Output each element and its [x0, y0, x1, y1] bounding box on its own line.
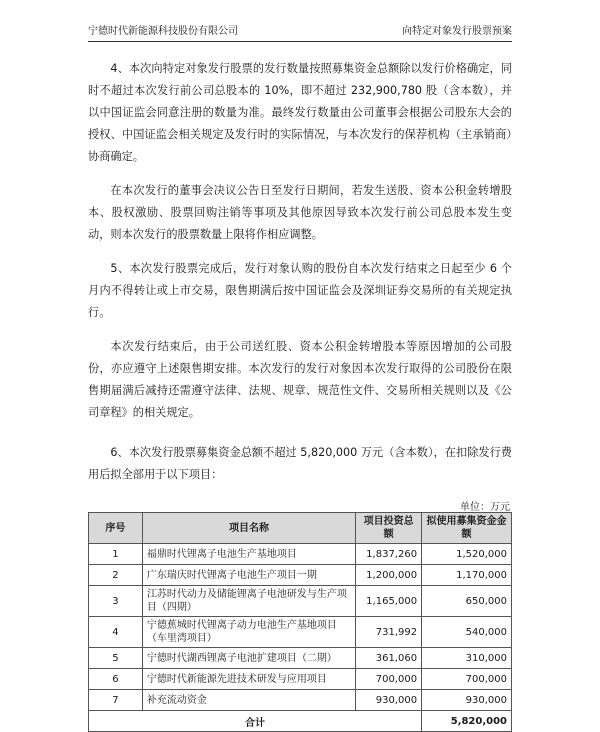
table-row — [89, 617, 512, 648]
row-project-name: 江苏时代动力及储能锂离子电池研发与生产项目（四期） — [142, 586, 355, 617]
row-total-investment: 700,000 — [356, 669, 422, 690]
total-value: 5,820,000 — [422, 711, 512, 732]
fund-usage-table — [88, 512, 512, 732]
row-project-name: 补充流动资金 — [142, 690, 355, 711]
page-header — [88, 22, 512, 42]
row-index: 6 — [89, 669, 143, 690]
row-project-name: 福鼎时代锂离子电池生产基地项目 — [142, 544, 355, 565]
paragraph-lockup: 5、本次发行股票完成后，发行对象认购的股份自本次发行结束之日起至少 6 个月内不得转让或上市交易，限售期满后按中国证监会及深圳证券交易所的有关规定执行。 — [88, 262, 512, 319]
row-total-investment: 930,000 — [356, 690, 422, 711]
row-total-investment: 361,060 — [356, 648, 422, 669]
row-funds-to-use: 540,000 — [422, 617, 512, 648]
paragraph-issue-quantity: 4、本次向特定对象发行股票的发行数量按照募集资金总额除以发行价格确定，同时不超过本次发行前公司总股本的 10%，即不超过 232,900,780 股（含本数），并以中国证监会同意注册的数量为准。最终发行数量由公司董事会根据公司股东大会的授权、中国证监会相关规定及发行时的实际情况，与本次发行的保荐机构（主承销商）协商确定。 — [88, 62, 512, 163]
table-row — [89, 586, 512, 617]
paragraph-fund-usage: 6、本次发行股票募集资金总额不超过 5,820,000 万元（含本数），在扣除发行费用后拟全部用于以下项目： — [88, 446, 512, 481]
row-project-name: 宁德时代新能源先进技术研发与应用项目 — [142, 669, 355, 690]
table-header-row — [89, 513, 512, 544]
row-funds-to-use: 700,000 — [422, 669, 512, 690]
table-row — [89, 669, 512, 690]
row-index: 5 — [89, 648, 143, 669]
row-project-name: 宁德时代湖西锂离子电池扩建项目（二期） — [142, 648, 355, 669]
header-funds-to-use: 拟使用募集资金金额 — [422, 513, 512, 544]
row-index: 7 — [89, 690, 143, 711]
row-total-investment: 1,837,260 — [356, 544, 422, 565]
document-title: 向特定对象发行股票预案 — [402, 26, 512, 37]
row-project-name: 广东瑞庆时代锂离子电池生产项目一期 — [142, 565, 355, 586]
table-unit: 单位：万元 — [460, 502, 510, 513]
paragraph-adjustment: 在本次发行的董事会决议公告日至发行日期间，若发生送股、资本公积金转增股本、股权激励、股票回购注销等事项及其他原因导致本次发行前公司总股本发生变动，则本次发行的股票数量上限将作相应调整。 — [88, 184, 512, 241]
paragraph-lockup-rules: 本次发行结束后，由于公司送红股、资本公积金转增股本等原因增加的公司股份，亦应遵守上述限售期安排。本次发行的发行对象因本次发行取得的公司股份在限售期届满后减持还需遵守法律、法规、规章、规范性文件、交易所相关规则以及《公司章程》的相关规定。 — [88, 340, 512, 419]
table-row — [89, 565, 512, 586]
row-project-name: 宁德蕉城时代锂离子动力电池生产基地项目（车里湾项目） — [142, 617, 355, 648]
header-index: 序号 — [89, 513, 143, 544]
header-project-name: 项目名称 — [142, 513, 355, 544]
row-index: 3 — [89, 586, 143, 617]
table-row — [89, 690, 512, 711]
row-index: 4 — [89, 617, 143, 648]
row-funds-to-use: 650,000 — [422, 586, 512, 617]
row-total-investment: 731,992 — [356, 617, 422, 648]
row-total-investment: 1,200,000 — [356, 565, 422, 586]
row-funds-to-use: 1,520,000 — [422, 544, 512, 565]
table-total-row — [89, 711, 512, 732]
total-label: 合计 — [89, 711, 422, 732]
company-name: 宁德时代新能源科技股份有限公司 — [88, 26, 238, 37]
row-index: 2 — [89, 565, 143, 586]
row-funds-to-use: 1,170,000 — [422, 565, 512, 586]
row-total-investment: 1,165,000 — [356, 586, 422, 617]
row-funds-to-use: 930,000 — [422, 690, 512, 711]
row-index: 1 — [89, 544, 143, 565]
table-row — [89, 544, 512, 565]
table-row — [89, 648, 512, 669]
header-total-investment: 项目投资总额 — [356, 513, 422, 544]
row-funds-to-use: 310,000 — [422, 648, 512, 669]
